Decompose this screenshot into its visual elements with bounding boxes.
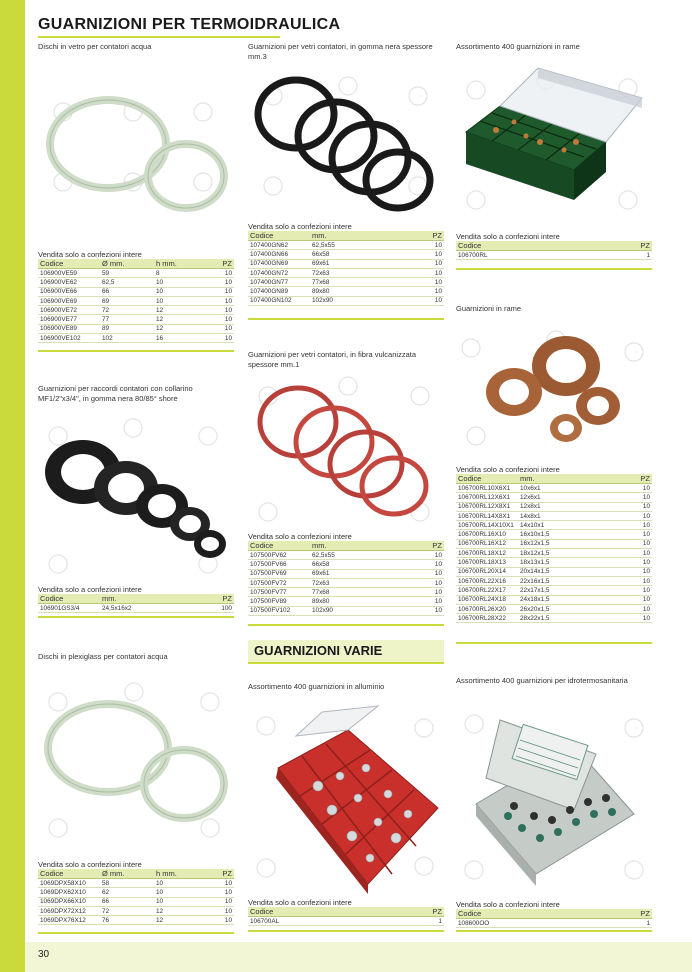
table-cell: 12 (154, 324, 208, 333)
product-description: Guarnizioni in rame (456, 304, 522, 313)
table-cell: 106700RL28X22 (456, 614, 518, 623)
product-image (38, 72, 234, 252)
table-cell: 106900VE66 (38, 287, 100, 296)
table-cell: 10 (154, 278, 208, 287)
table-cell: 72 (100, 906, 154, 915)
product-fiber-gaskets (248, 350, 444, 626)
product-image (248, 372, 444, 532)
table-cell: 10 (399, 551, 444, 560)
section-rule (456, 642, 652, 644)
sales-note: Vendita solo a confezioni intere (456, 232, 560, 241)
table-cell: 10 (208, 287, 234, 296)
table-cell: 107500FV89 (248, 597, 310, 606)
table-row (38, 906, 234, 915)
title-underline (38, 36, 280, 38)
table-cell: 18x13x1,5 (518, 558, 613, 567)
table-cell: 106700RL14X8X1 (456, 511, 518, 520)
column-header: PZ (193, 594, 234, 604)
table-cell: 100 (193, 604, 234, 613)
table-row (38, 324, 234, 333)
table-cell: 16x10x1,5 (518, 530, 613, 539)
table-cell: 10x6x1 (518, 484, 613, 493)
column-header: Codice (248, 231, 310, 241)
column-header: Codice (38, 594, 100, 604)
table-row (38, 897, 234, 906)
table-cell: 14x10x1 (518, 521, 613, 530)
product-description: Dischi in plexiglass per contatori acqua (38, 652, 168, 661)
table-row (248, 597, 444, 606)
product-image (456, 318, 652, 458)
sales-note: Vendita solo a confezioni intere (248, 532, 352, 541)
table-cell: 10 (154, 879, 208, 888)
sales-note: Vendita solo a confezioni intere (248, 222, 352, 231)
table-row (248, 569, 444, 578)
table-cell: 10 (399, 296, 444, 305)
product-table (248, 541, 444, 616)
table-cell: 14x8x1 (518, 511, 613, 520)
table-row (456, 604, 652, 613)
table-cell: 106700RL16X12 (456, 539, 518, 548)
column-header: PZ (208, 259, 234, 269)
table-cell: 1069DPX76X12 (38, 916, 100, 925)
table-cell: 10 (154, 888, 208, 897)
table-row (248, 551, 444, 560)
table-row (38, 269, 234, 278)
table-cell: 106700RL22X17 (456, 586, 518, 595)
product-description: Assortimento 400 guarnizioni in rame (456, 42, 580, 51)
table-cell: 10 (208, 315, 234, 324)
column-header: Codice (456, 474, 518, 484)
sales-note: Vendita solo a confezioni intere (456, 900, 560, 909)
table-row (248, 588, 444, 597)
table-cell: 10 (613, 614, 652, 623)
table-cell: 24,5x16x2 (100, 604, 193, 613)
table-cell: 62 (100, 888, 154, 897)
table-cell: 10 (399, 588, 444, 597)
watermark-logo (259, 377, 429, 521)
column-header: PZ (399, 541, 444, 551)
table-cell: 10 (399, 287, 444, 296)
table-cell: 10 (613, 604, 652, 613)
product-plumbing-assortment (456, 676, 652, 934)
table-row (38, 334, 234, 343)
table-cell: 10 (613, 530, 652, 539)
product-table (456, 474, 652, 623)
column-header: PZ (387, 907, 444, 917)
column-header: Ø mm. (100, 869, 154, 879)
table-cell: 10 (208, 278, 234, 287)
table-cell: 10 (154, 296, 208, 305)
table-cell: 69x61 (310, 569, 399, 578)
product-table (248, 907, 444, 926)
section-rule (456, 930, 652, 932)
table-row (456, 251, 652, 260)
table-cell: 77x68 (310, 278, 399, 287)
table-row (456, 493, 652, 502)
product-glass-discs (38, 42, 234, 352)
table-header-row (248, 541, 444, 551)
table-row (248, 917, 444, 926)
table-cell: 106700RL12X6X1 (456, 493, 518, 502)
table-row (38, 306, 234, 315)
section-rule (38, 616, 234, 618)
table-cell: 66x58 (310, 250, 399, 259)
table-row (248, 250, 444, 259)
table-cell: 10 (208, 296, 234, 305)
sales-note: Vendita solo a confezioni intere (38, 585, 142, 594)
column-header: Ø mm. (100, 259, 154, 269)
table-cell: 69x61 (310, 259, 399, 268)
table-cell: 108600OO (456, 919, 597, 928)
table-cell: 10 (399, 259, 444, 268)
table-row (38, 278, 234, 287)
table-row (248, 259, 444, 268)
table-cell: 20x14x1,5 (518, 567, 613, 576)
table-cell: 10 (613, 549, 652, 558)
section-heading-text: GUARNIZIONI VARIE (254, 643, 383, 658)
table-row (248, 241, 444, 250)
table-cell: 10 (208, 334, 234, 343)
column-header: Codice (248, 907, 387, 917)
table-cell: 107500FV66 (248, 560, 310, 569)
column-header: PZ (399, 231, 444, 241)
section-rule (38, 350, 234, 352)
table-cell: 10 (399, 606, 444, 615)
table-cell: 107500FV102 (248, 606, 310, 615)
table-cell: 10 (399, 560, 444, 569)
table-cell: 10 (154, 287, 208, 296)
table-cell: 12x6x1 (518, 493, 613, 502)
table-cell: 1069DPX66X10 (38, 897, 100, 906)
table-cell: 10 (399, 278, 444, 287)
product-table (38, 869, 234, 925)
table-cell: 10 (613, 586, 652, 595)
column-header: mm. (310, 541, 399, 551)
table-row (456, 521, 652, 530)
table-cell: 10 (613, 576, 652, 585)
column-header: mm. (100, 594, 193, 604)
table-cell: 12 (154, 315, 208, 324)
table-cell: 12 (154, 306, 208, 315)
table-cell: 106700RL22X16 (456, 576, 518, 585)
table-cell: 106700RL18X12 (456, 549, 518, 558)
table-cell: 66x58 (310, 560, 399, 569)
table-cell: 106700AL (248, 917, 387, 926)
table-cell: 10 (208, 324, 234, 333)
table-cell: 10 (208, 879, 234, 888)
table-cell: 10 (399, 597, 444, 606)
sales-note: Vendita solo a confezioni intere (38, 250, 142, 259)
table-cell: 22x17x1,5 (518, 586, 613, 595)
table-cell: 1 (597, 919, 652, 928)
table-cell: 106700RL26X20 (456, 604, 518, 613)
table-cell: 10 (208, 906, 234, 915)
table-cell: 72x63 (310, 268, 399, 277)
table-row (456, 530, 652, 539)
table-row (248, 578, 444, 587)
table-cell: 69 (100, 296, 154, 305)
table-cell: 10 (613, 484, 652, 493)
table-row (248, 296, 444, 305)
column-header: mm. (518, 474, 613, 484)
product-table (38, 594, 234, 613)
table-cell: 107500FV62 (248, 551, 310, 560)
table-row (248, 278, 444, 287)
table-cell: 76 (100, 916, 154, 925)
table-cell: 106700RL (456, 251, 595, 260)
table-cell: 107400GN89 (248, 287, 310, 296)
product-description: Guarnizioni per vetri contatori, in fibra vulcanizzata spessore mm.1 (248, 350, 416, 369)
table-cell: 107400GN102 (248, 296, 310, 305)
table-cell: 10 (613, 539, 652, 548)
footer-band (25, 942, 692, 972)
table-row (456, 586, 652, 595)
column-header: Codice (456, 909, 597, 919)
section-rule (248, 318, 444, 320)
table-header-row (38, 594, 234, 604)
section-rule (248, 624, 444, 626)
table-cell: 10 (208, 306, 234, 315)
table-cell: 107400GN72 (248, 268, 310, 277)
table-row (38, 888, 234, 897)
table-cell: 12x8x1 (518, 502, 613, 511)
table-row (248, 606, 444, 615)
table-row (456, 919, 652, 928)
table-row (248, 287, 444, 296)
table-cell: 106700RL16X10 (456, 530, 518, 539)
table-row (248, 560, 444, 569)
table-row (456, 614, 652, 623)
table-cell: 10 (154, 897, 208, 906)
table-cell: 10 (399, 241, 444, 250)
product-plexiglass-discs (38, 652, 234, 934)
table-row (38, 879, 234, 888)
table-cell: 1069DPX58X10 (38, 879, 100, 888)
table-header-row (248, 907, 444, 917)
table-cell: 10 (613, 493, 652, 502)
table-cell: 59 (100, 269, 154, 278)
column-header: Codice (456, 241, 595, 251)
table-header-row (456, 474, 652, 484)
table-cell: 106900VE62 (38, 278, 100, 287)
table-cell: 28x22x1,5 (518, 614, 613, 623)
product-description: Assortimento 400 guarnizioni per idrotermosanitaria (456, 676, 628, 685)
table-cell: 10 (613, 502, 652, 511)
table-cell: 1069DPX62X10 (38, 888, 100, 897)
column-header: Codice (248, 541, 310, 551)
table-cell: 62,5 (100, 278, 154, 287)
table-cell: 10 (208, 888, 234, 897)
table-cell: 16x12x1,5 (518, 539, 613, 548)
column-header: Codice (38, 869, 100, 879)
product-rubber-gaskets (248, 42, 444, 322)
section-rule (456, 268, 652, 270)
table-cell: 106700RL20X14 (456, 567, 518, 576)
table-cell: 8 (154, 269, 208, 278)
column-header: PZ (613, 474, 652, 484)
table-cell: 10 (399, 578, 444, 587)
table-cell: 10 (208, 916, 234, 925)
sales-note: Vendita solo a confezioni intere (38, 860, 142, 869)
product-copper-assortment (456, 42, 652, 272)
table-cell: 10 (399, 268, 444, 277)
table-row (38, 287, 234, 296)
table-cell: 89x80 (310, 597, 399, 606)
table-cell: 102x90 (310, 606, 399, 615)
table-row (38, 604, 234, 613)
table-row (456, 549, 652, 558)
column-header: PZ (595, 241, 652, 251)
table-cell: 106900VE89 (38, 324, 100, 333)
table-row (456, 502, 652, 511)
product-fitting-gaskets (38, 384, 234, 618)
product-image (38, 414, 234, 582)
product-table (456, 241, 652, 260)
section-rule (38, 932, 234, 934)
section-rule (248, 930, 444, 932)
product-image (456, 694, 652, 896)
product-aluminium-assortment (248, 682, 444, 934)
table-cell: 10 (399, 250, 444, 259)
table-cell: 10 (208, 897, 234, 906)
column-header: h mm. (154, 259, 208, 269)
product-description: Assortimento 400 guarnizioni in alluminio (248, 682, 385, 691)
table-cell: 10 (613, 558, 652, 567)
column-header: Codice (38, 259, 100, 269)
table-cell: 1069DPX72X12 (38, 906, 100, 915)
table-cell: 66 (100, 897, 154, 906)
table-header-row (456, 909, 652, 919)
left-accent-bar (0, 0, 25, 972)
table-row (38, 916, 234, 925)
table-cell: 107500FV72 (248, 578, 310, 587)
product-image (38, 672, 234, 858)
product-description: Guarnizioni per vetri contatori, in gomma nera spessore mm.3 (248, 42, 433, 61)
product-table (248, 231, 444, 306)
table-cell: 106700RL12X8X1 (456, 502, 518, 511)
table-cell: 10 (613, 567, 652, 576)
table-cell: 106900VE69 (38, 296, 100, 305)
table-cell: 22x16x1,5 (518, 576, 613, 585)
table-header-row (38, 259, 234, 269)
table-row (38, 315, 234, 324)
table-cell: 62,5x55 (310, 241, 399, 250)
product-copper-washers (456, 304, 652, 646)
table-header-row (456, 241, 652, 251)
page-title: GUARNIZIONI PER TERMOIDRAULICA (38, 16, 341, 33)
column-header: mm. (310, 231, 399, 241)
table-cell: 10 (613, 521, 652, 530)
table-cell: 106700RL14X10X1 (456, 521, 518, 530)
table-row (456, 511, 652, 520)
table-cell: 89 (100, 324, 154, 333)
table-cell: 72 (100, 306, 154, 315)
table-cell: 10 (399, 569, 444, 578)
table-header-row (248, 231, 444, 241)
table-cell: 107400GN66 (248, 250, 310, 259)
sales-note: Vendita solo a confezioni intere (456, 465, 560, 474)
column-header: PZ (597, 909, 652, 919)
table-cell: 12 (154, 906, 208, 915)
table-cell: 106900VE72 (38, 306, 100, 315)
table-cell: 106700RL18X13 (456, 558, 518, 567)
table-cell: 106700RL10X6X1 (456, 484, 518, 493)
table-cell: 10 (613, 511, 652, 520)
table-row (38, 296, 234, 305)
product-description: Guarnizioni per raccordi contatori con collarino MF1/2"x3/4", in gomma nera 80/85° shore (38, 384, 193, 403)
table-row (456, 539, 652, 548)
column-header: h mm. (154, 869, 208, 879)
table-cell: 77x68 (310, 588, 399, 597)
table-cell: 58 (100, 879, 154, 888)
table-cell: 62,5x55 (310, 551, 399, 560)
table-cell: 24x18x1,5 (518, 595, 613, 604)
table-row (456, 558, 652, 567)
table-cell: 106900VE102 (38, 334, 100, 343)
table-cell: 89x80 (310, 287, 399, 296)
table-row (248, 268, 444, 277)
table-cell: 18x12x1,5 (518, 549, 613, 558)
table-cell: 66 (100, 287, 154, 296)
table-cell: 107500FV77 (248, 588, 310, 597)
table-cell: 1 (595, 251, 652, 260)
sales-note: Vendita solo a confezioni intere (248, 898, 352, 907)
table-row (456, 567, 652, 576)
table-cell: 102x90 (310, 296, 399, 305)
table-cell: 72x63 (310, 578, 399, 587)
table-cell: 10 (208, 269, 234, 278)
section-heading (248, 640, 444, 664)
column-header: PZ (208, 869, 234, 879)
table-header-row (38, 869, 234, 879)
table-cell: 106700RL24X18 (456, 595, 518, 604)
table-cell: 102 (100, 334, 154, 343)
table-cell: 106901GS3/4 (38, 604, 100, 613)
product-image (248, 66, 444, 222)
table-cell: 106900VE59 (38, 269, 100, 278)
product-image (248, 698, 444, 894)
table-cell: 107500FV69 (248, 569, 310, 578)
table-cell: 16 (154, 334, 208, 343)
table-row (456, 595, 652, 604)
table-cell: 107400GN77 (248, 278, 310, 287)
table-cell: 77 (100, 315, 154, 324)
page-number: 30 (38, 949, 50, 960)
table-row (456, 484, 652, 493)
table-cell: 107400GN69 (248, 259, 310, 268)
table-row (456, 576, 652, 585)
table-cell: 106900VE77 (38, 315, 100, 324)
table-cell: 12 (154, 916, 208, 925)
table-cell: 26x20x1,5 (518, 604, 613, 613)
product-table (456, 909, 652, 928)
table-cell: 1 (387, 917, 444, 926)
table-cell: 10 (613, 595, 652, 604)
table-cell: 107400GN62 (248, 241, 310, 250)
product-table (38, 259, 234, 343)
product-description: Dischi in vetro per contatori acqua (38, 42, 152, 51)
product-image (456, 60, 652, 228)
